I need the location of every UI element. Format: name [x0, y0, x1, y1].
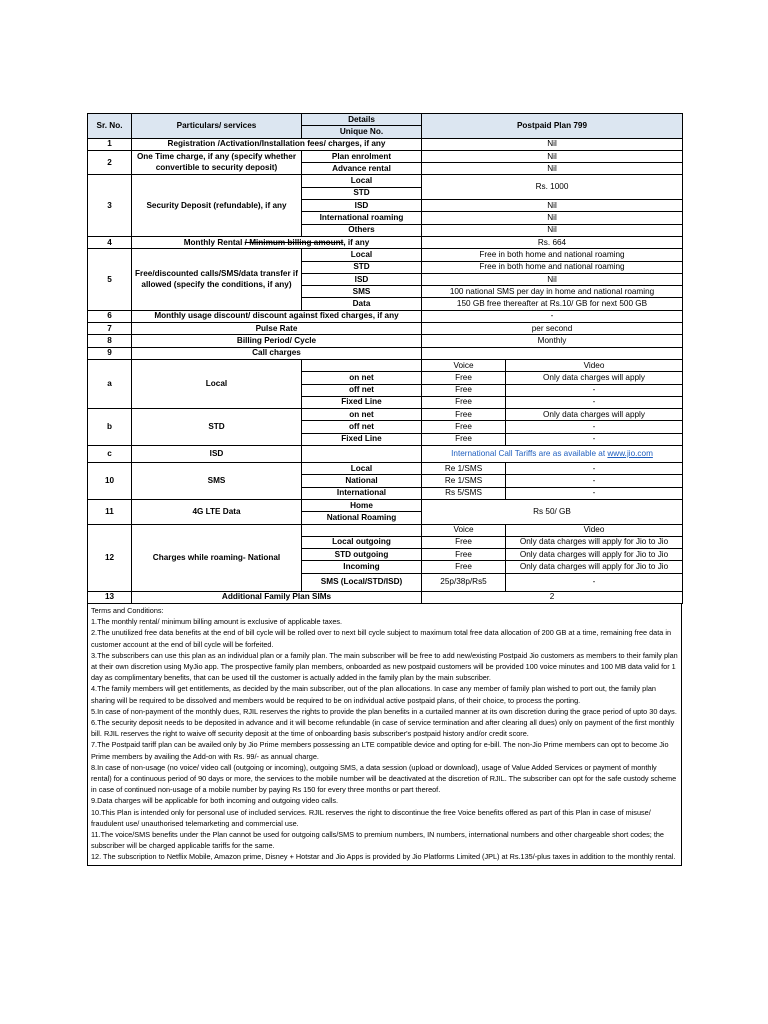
voice-value: Free — [422, 384, 506, 396]
row-particulars: Billing Period/ Cycle — [132, 335, 422, 347]
row-number: 11 — [88, 499, 132, 524]
row-number: 2 — [88, 150, 132, 175]
term-item: 3.The subscribers can use this plan as an individual plan or a family plan. The main subscriber will be free to add new/existing Postpaid Jio customers as members to their family plan at their own discretion using MyJio app. The prospective family plan members, onboarded as new postpaid customers will be provided 100 voice minutes and 100 MB data valid for 1 day as complimentary benefits, that can be used till the customer is actually added in the family plan by the main subscriber. — [91, 650, 678, 683]
row-particulars: Monthly usage discount/ discount against fixed charges, if any — [132, 310, 422, 322]
row-detail: International roaming — [302, 212, 422, 224]
row-value: Nil — [422, 224, 683, 236]
isd-tariff-link[interactable] — [422, 446, 683, 463]
row-number: 5 — [88, 249, 132, 310]
video-value: Only data charges will apply for Jio to Jio — [506, 561, 683, 573]
row-number: c — [88, 446, 132, 463]
video-value: - — [506, 396, 683, 408]
row-value: per second — [422, 323, 683, 335]
row-detail: off net — [302, 421, 422, 433]
row-detail: SMS (Local/STD/ISD) — [302, 573, 422, 591]
row-detail: Others — [302, 224, 422, 236]
voice-value: Free — [422, 561, 506, 573]
table-row — [88, 138, 683, 150]
voice-value: Free — [422, 372, 506, 384]
voice-value: 25p/38p/Rs5 — [422, 573, 506, 591]
header-details: Details — [302, 114, 422, 126]
term-item: 12. The subscription to Netflix Mobile, Amazon prime, Disney + Hotstar and Jio Apps is provided by Jio Platforms Limited (JPL) at Rs.135/-plus taxes in addition to the monthly rental. — [91, 852, 676, 862]
video-value: Only data charges will apply for Jio to Jio — [506, 536, 683, 548]
table-row — [88, 150, 683, 162]
row-detail: Local — [302, 463, 422, 475]
row-number: 9 — [88, 347, 132, 359]
row-particulars: Free/discounted calls/SMS/data transfer if allowed (specify the conditions, if any) — [132, 249, 302, 310]
video-value: Only data charges will apply — [506, 409, 683, 421]
row-number: a — [88, 359, 132, 408]
row-number: 6 — [88, 310, 132, 322]
header-plan-name: Postpaid Plan 799 — [422, 114, 683, 139]
row-number: 4 — [88, 236, 132, 248]
row-particulars: One Time charge, if any (specify whether convertible to security deposit) — [132, 150, 302, 175]
row-value: 2 — [422, 591, 683, 603]
row-detail: Data — [302, 298, 422, 310]
terms-and-conditions — [87, 604, 682, 866]
row-detail: Fixed Line — [302, 396, 422, 408]
table-row — [88, 499, 683, 511]
row-particulars: Local — [132, 359, 302, 408]
row-number: 12 — [88, 524, 132, 591]
row-particulars: 4G LTE Data — [132, 499, 302, 524]
row-value: Nil — [422, 212, 683, 224]
voice-value: Free — [422, 549, 506, 561]
row-particulars: Registration /Activation/Installation fees/ charges, if any — [132, 138, 422, 150]
row-value: Free in both home and national roaming — [422, 261, 683, 273]
header-unique-no: Unique No. — [302, 126, 422, 138]
table-row — [88, 359, 683, 371]
row-value: Nil — [422, 273, 683, 285]
row-number: 8 — [88, 335, 132, 347]
video-value: - — [506, 487, 683, 499]
row-value: 150 GB free thereafter at Rs.10/ GB for next 500 GB — [422, 298, 683, 310]
row-particulars: ISD — [132, 446, 302, 463]
table-row — [88, 175, 683, 187]
row-number: b — [88, 409, 132, 446]
term-item: 11.The voice/SMS benefits under the Plan cannot be used for outgoing calls/SMS to premium numbers, IN numbers, international numbers and other chargeable short codes; the subscriber will be charged applicable tariffs for the same. — [91, 830, 664, 851]
video-value: - — [506, 433, 683, 445]
row-detail: on net — [302, 372, 422, 384]
row-value: 100 national SMS per day in home and national roaming — [422, 286, 683, 298]
row-particulars: STD — [132, 409, 302, 446]
voice-value: Rs 5/SMS — [422, 487, 506, 499]
row-detail: Home — [302, 499, 422, 511]
row-detail: STD outgoing — [302, 549, 422, 561]
row-detail: off net — [302, 384, 422, 396]
video-value: - — [506, 463, 683, 475]
row-detail: Local — [302, 175, 422, 187]
row-detail: Local outgoing — [302, 536, 422, 548]
row-value — [422, 347, 683, 359]
tariff-document — [87, 113, 682, 866]
row-value: Rs. 664 — [422, 236, 683, 248]
table-row — [88, 591, 683, 603]
row-detail: ISD — [302, 273, 422, 285]
voice-value: Free — [422, 396, 506, 408]
row-value: - — [422, 310, 683, 322]
row-value: Free in both home and national roaming — [422, 249, 683, 261]
row-detail — [302, 524, 422, 536]
video-header: Video — [506, 359, 683, 371]
row-detail: National Roaming — [302, 512, 422, 524]
term-item: 7.The Postpaid tariff plan can be availed only by Jio Prime members possessing an LTE compatible device and opting for e-bill. The non-Jio Prime members can opt to become Jio Prime members by availing the Add-on with Rs. 99/- as annual charge. — [91, 740, 669, 761]
video-value: - — [506, 475, 683, 487]
voice-value: Re 1/SMS — [422, 463, 506, 475]
voice-value: Free — [422, 536, 506, 548]
table-row — [88, 310, 683, 322]
table-row — [88, 347, 683, 359]
row-particulars: Additional Family Plan SIMs — [132, 591, 422, 603]
row-value: Rs. 1000 — [422, 175, 683, 200]
row-particulars: Charges while roaming- National — [132, 524, 302, 591]
monthly-rental-label: Monthly Rental — [183, 237, 245, 247]
voice-header: Voice — [422, 524, 506, 536]
row-particulars — [132, 236, 422, 248]
row-number: 7 — [88, 323, 132, 335]
video-value: Only data charges will apply — [506, 372, 683, 384]
table-row — [88, 249, 683, 261]
row-detail: ISD — [302, 200, 422, 212]
term-item: 9.Data charges will be applicable for both incoming and outgoing video calls. — [91, 796, 339, 806]
row-particulars: Security Deposit (refundable), if any — [132, 175, 302, 236]
header-particulars: Particulars/ services — [132, 114, 302, 139]
table-row — [88, 323, 683, 335]
video-value: - — [506, 384, 683, 396]
row-particulars: Call charges — [132, 347, 422, 359]
jio-website-link[interactable]: www.jio.com — [607, 449, 653, 459]
term-item: 5.In case of non-payment of the monthly dues, RJIL reserves the rights to provide the plan benefits in a curtailed manner at its own discretion during the grace period of upto 30 days. — [91, 706, 677, 716]
video-value: - — [506, 421, 683, 433]
table-row — [88, 409, 683, 421]
row-detail: SMS — [302, 286, 422, 298]
row-value: Monthly — [422, 335, 683, 347]
table-row — [88, 524, 683, 536]
terms-title: Terms and Conditions: — [91, 605, 164, 615]
row-detail — [302, 359, 422, 371]
row-detail — [302, 446, 422, 463]
row-number: 1 — [88, 138, 132, 150]
table-row — [88, 463, 683, 475]
video-value: - — [506, 573, 683, 591]
row-value: Nil — [422, 138, 683, 150]
table-row — [88, 335, 683, 347]
term-item: 8.In case of non-usage (no voice/ video call (outgoing or incoming), outgoing SMS, a data session (upload or download), usage of Value Added Services or payment of monthly rental) for a continuous period of 90 days or more, the services to the mobile number will be deactivated at the discretion of RJIL. The subscriber can opt for the safe custody scheme in case of continued non-usage of a mobile number by paying Rs 150 for every three months or part thereof. — [91, 762, 677, 795]
row-particulars: Pulse Rate — [132, 323, 422, 335]
isd-tariff-text: International Call Tariffs are as available at — [451, 449, 608, 459]
row-detail: Plan enrolment — [302, 150, 422, 162]
row-value: Nil — [422, 200, 683, 212]
if-any-text: , if any — [343, 237, 370, 247]
row-detail: STD — [302, 187, 422, 199]
row-value: Nil — [422, 150, 683, 162]
table-row — [88, 236, 683, 248]
table-row — [88, 446, 683, 463]
row-number: 3 — [88, 175, 132, 236]
voice-value: Free — [422, 409, 506, 421]
row-value: Rs 50/ GB — [422, 499, 683, 524]
term-item: 2.The unutilized free data benefits at the end of bill cycle will be rolled over to next bill cycle subject to maximum total free data allocation of 200 GB at a time, remaining free data in customer account at the end of bill cycle will be forfeited. — [91, 628, 672, 649]
row-detail: National — [302, 475, 422, 487]
row-particulars: SMS — [132, 463, 302, 500]
term-item: 1.The monthly rental/ minimum billing amount is exclusive of applicable taxes. — [91, 617, 343, 627]
struck-out-text: / Minimum billing amount — [244, 237, 344, 247]
row-detail: Local — [302, 249, 422, 261]
header-sr-no: Sr. No. — [88, 114, 132, 139]
term-item: 10.This Plan is intended only for personal use of included services. RJIL reserves the right to discontinue the free Voice benefits offered as part of this Plan in case of misuse/ fraudulent use/ unauthorised telemarketing and commercial use. — [91, 807, 651, 828]
row-detail: STD — [302, 261, 422, 273]
voice-value: Re 1/SMS — [422, 475, 506, 487]
row-detail: Incoming — [302, 561, 422, 573]
term-item: 6.The security deposit needs to be deposited in advance and it will become refundable (in case of service termination and after clearing all dues) only on payment of the first monthly bill. RJIL reserves the right to waive off security deposit at the time of onboarding basis subscriber's postpaid history and/or credit score. — [91, 718, 675, 739]
row-detail: Advance rental — [302, 163, 422, 175]
row-number: 10 — [88, 463, 132, 500]
video-value: Only data charges will apply for Jio to Jio — [506, 549, 683, 561]
voice-value: Free — [422, 421, 506, 433]
row-detail: International — [302, 487, 422, 499]
video-header: Video — [506, 524, 683, 536]
row-value: Nil — [422, 163, 683, 175]
tariff-table — [87, 113, 683, 604]
row-number: 13 — [88, 591, 132, 603]
row-detail: Fixed Line — [302, 433, 422, 445]
voice-header: Voice — [422, 359, 506, 371]
row-detail: on net — [302, 409, 422, 421]
term-item: 4.The family members will get entitlements, as decided by the main subscriber, out of the plan allocations. In case any member of family plan wished to port out, the family plan sharing will be required to be dissolved and members would be required to be on individual active postpaid plans, of their choice, to process the porting. — [91, 684, 656, 705]
voice-value: Free — [422, 433, 506, 445]
